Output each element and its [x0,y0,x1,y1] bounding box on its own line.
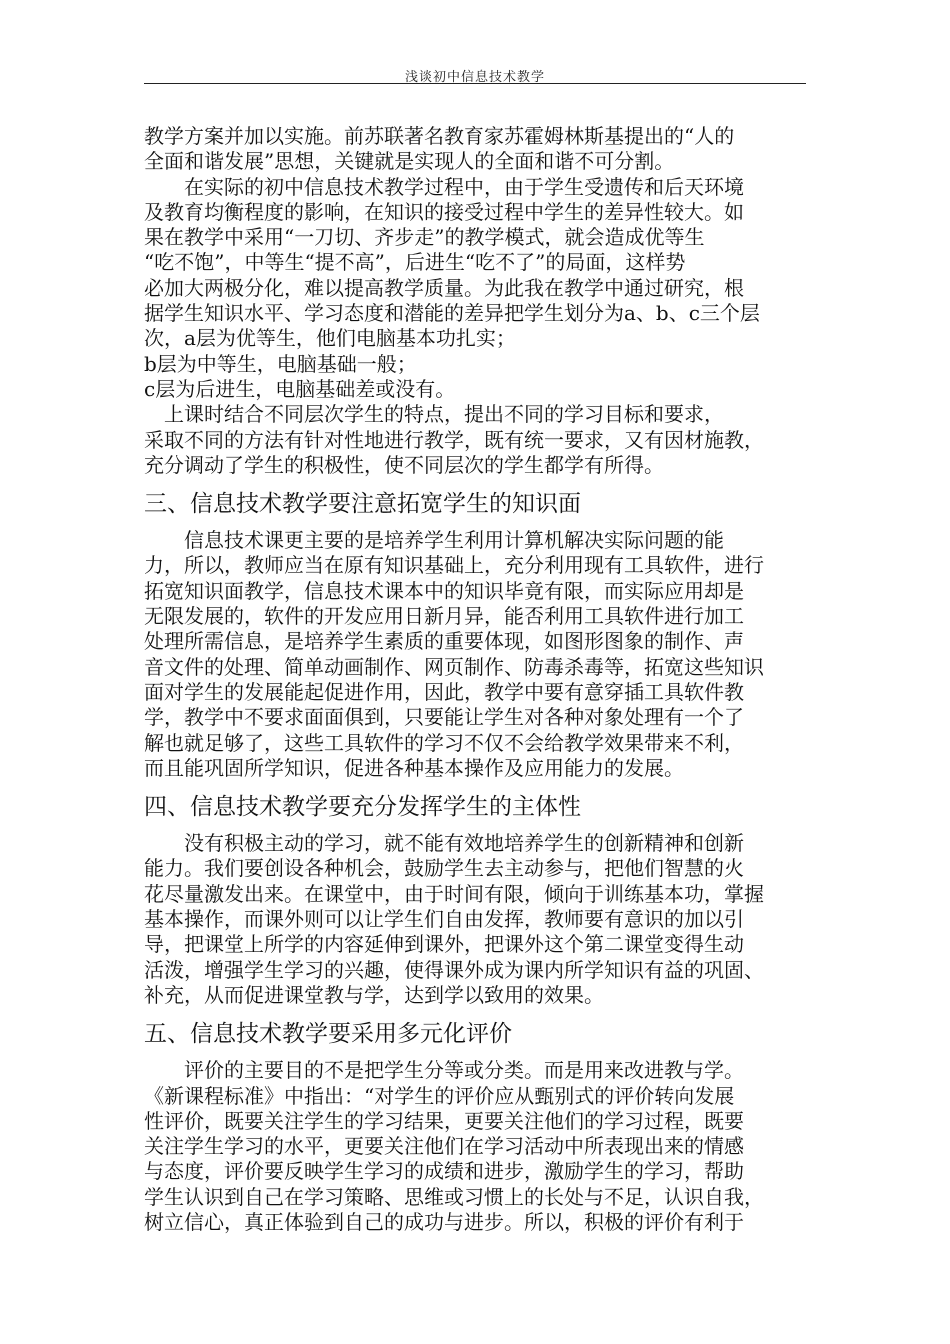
text-line: 信息技术课更主要的是培养学生利用计算机解决实际问题的能 [144,528,724,553]
text-line: 学生认识到自己在学习策略、思维或习惯上的长处与不足，认识自我， [144,1184,764,1209]
text-line: 《新课程标准》中指出：“对学生的评价应从甄别式的评价转向发展 [144,1083,735,1108]
paragraph-5 [144,402,808,478]
text-line: c层为后进生，电脑基础差或没有。 [144,376,456,401]
text-line: 拓宽知识面教学，信息技术课本中的知识毕竟有限，而实际应用却是 [144,578,744,603]
paragraph-1 [144,124,808,175]
section-heading-4: 四、信息技术教学要充分发挥学生的主体性 [144,794,581,821]
text-line: 树立信心，真正体验到自己的成功与进步。所以，积极的评价有利于 [144,1209,744,1234]
paragraph-6 [144,528,808,781]
text-line: 导，把课堂上所学的内容延伸到课外，把课外这个第二课堂变得生动 [144,932,744,957]
text-line: 力，所以，教师应当在原有知识基础上，充分利用现有工具软件，进行 [144,553,764,578]
paragraph-2 [144,175,808,352]
text-line: 没有积极主动的学习，就不能有效地培养学生的创新精神和创新 [144,831,744,856]
text-line: 在实际的初中信息技术教学过程中，由于学生受遗传和后天环境 [144,174,744,199]
paragraph-3 [144,352,808,377]
text-line: 次，a层为优等生，他们电脑基本功扎实； [144,326,516,351]
text-line: 据学生知识水平、学习态度和潜能的差异把学生划分为a、b、c三个层 [144,301,760,326]
text-line: 果在教学中采用“一刀切、齐步走”的教学模式，就会造成优等生 [144,225,705,250]
text-line: 必加大两极分化，难以提高教学质量。为此我在教学中通过研究，根 [144,275,744,300]
text-line: 性评价，既要关注学生的学习结果，更要关注他们的学习过程，既要 [144,1108,744,1133]
text-line: 充分调动了学生的积极性，使不同层次的学生都学有所得。 [144,452,664,477]
paragraph-7 [144,831,808,1008]
running-header: 浅谈初中信息技术教学 [404,70,545,85]
paragraph-4 [144,377,808,402]
text-line: 全面和谐发展”思想，关键就是实现人的全面和谐不可分割。 [144,149,675,174]
text-line: 补充，从而促进课堂教与学，达到学以致用的效果。 [144,982,604,1007]
text-line: 上课时结合不同层次学生的特点，提出不同的学习目标和要求， [144,402,724,427]
text-line: 能力。我们要创设各种机会，鼓励学生去主动参与，把他们智慧的火 [144,856,744,881]
text-line: 音文件的处理、简单动画制作、网页制作、防毒杀毒等，拓宽这些知识 [144,654,764,679]
text-line: 及教育均衡程度的影响，在知识的接受过程中学生的差异性较大。如 [144,199,744,224]
text-line: b层为中等生，电脑基础一般； [144,351,417,376]
text-line: 解也就足够了，这些工具软件的学习不仅不会给教学效果带来不利， [144,730,744,755]
text-line: “吃不饱”，中等生“提不高”，后进生“吃不了”的局面，这样势 [144,250,686,275]
section-heading-3: 三、信息技术教学要注意拓宽学生的知识面 [144,491,581,518]
text-line: 处理所需信息，是培养学生素质的重要体现，如图形图象的制作、声 [144,629,744,654]
header-divider [144,83,806,84]
paragraph-8 [144,1058,808,1235]
text-line: 而且能巩固所学知识，促进各种基本操作及应用能力的发展。 [144,755,684,780]
text-line: 学，教学中不要求面面俱到，只要能让学生对各种对象处理有一个了 [144,705,744,730]
section-heading-5: 五、信息技术教学要采用多元化评价 [144,1021,512,1048]
text-line: 活泼，增强学生学习的兴趣，使得课外成为课内所学知识有益的巩固、 [144,957,764,982]
text-line: 关注学生学习的水平，更要关注他们在学习活动中所表现出来的情感 [144,1134,744,1159]
text-line: 基本操作，而课外则可以让学生们自由发挥，教师要有意识的加以引 [144,907,744,932]
text-line: 教学方案并加以实施。前苏联著名教育家苏霍姆林斯基提出的“人的 [144,124,735,148]
text-line: 无限发展的，软件的开发应用日新月异，能否利用工具软件进行加工 [144,604,744,629]
text-line: 与态度，评价要反映学生学习的成绩和进步，激励学生的学习，帮助 [144,1159,744,1184]
text-line: 面对学生的发展能起促进作用，因此，教学中要有意穿插工具软件教 [144,679,744,704]
text-line: 评价的主要目的不是把学生分等或分类。而是用来改进教与学。 [144,1058,744,1083]
document-body [144,124,808,1235]
text-line: 花尽量激发出来。在课堂中，由于时间有限，倾向于训练基本功，掌握 [144,881,764,906]
text-line: 采取不同的方法有针对性地进行教学，既有统一要求，又有因材施教， [144,427,764,452]
